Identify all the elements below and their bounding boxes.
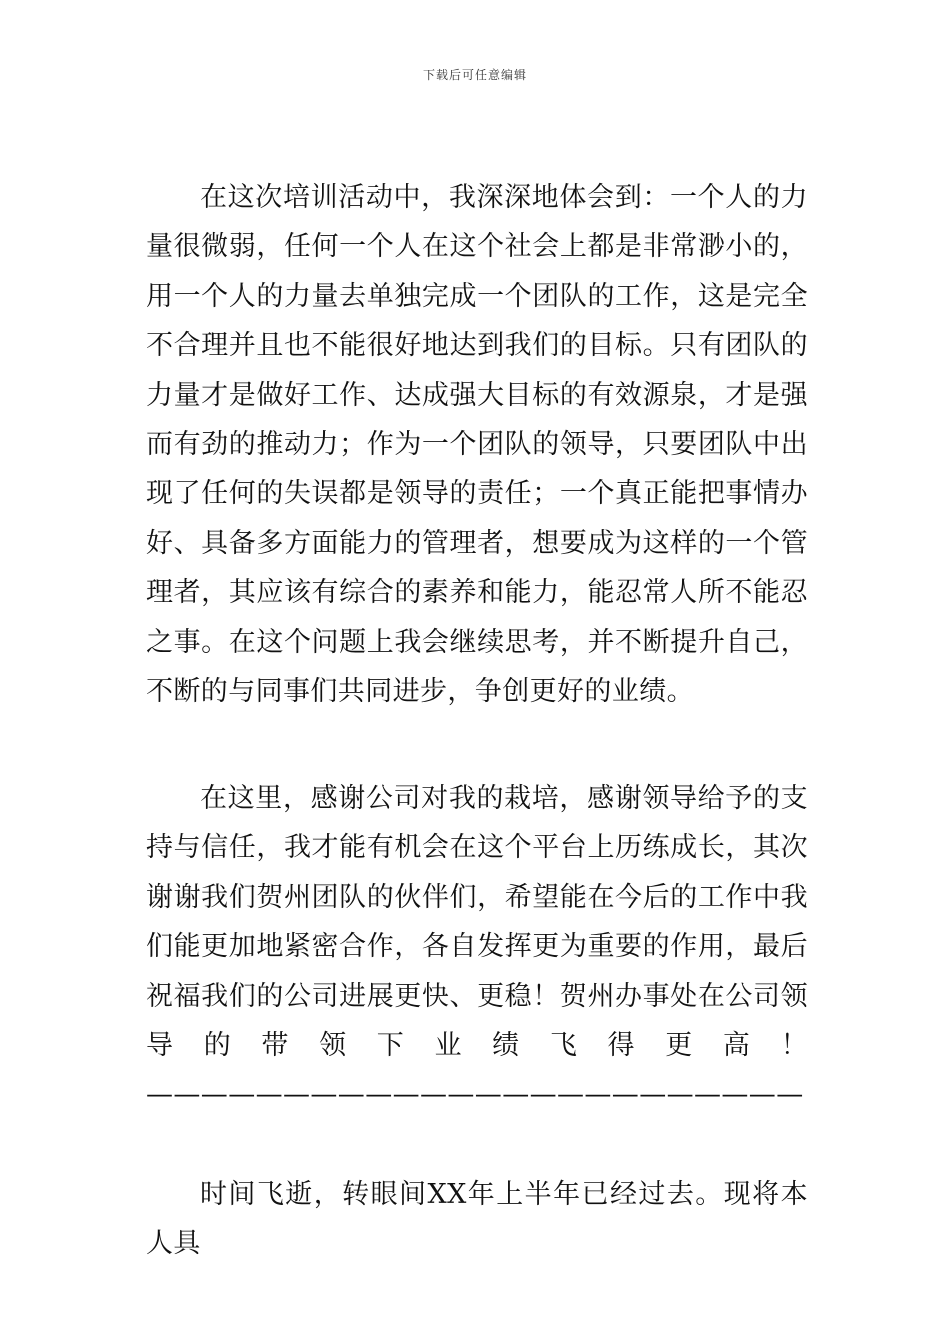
paragraph-half-year-summary: 时间飞逝，转眼间XX年上半年已经过去。现将本人具	[146, 1179, 808, 1260]
paragraph-gratitude: 在这里，感谢公司对我的栽培，感谢领导给予的支持与信任，我才能有机会在这个平台上历练成长，其次谢谢我们贺州团队的伙伴们，希望能在今后的工作中我们能更加地紧密合作，各自发挥更为重要的作用，最后祝福我们的公司进展更快、更稳！贺州办事处在公司领导的带领下业绩飞得更高！————————————————————————	[146, 783, 808, 1111]
paragraph-training-reflection: 在这次培训活动中，我深深地体会到：一个人的力量很微弱，任何一个人在这个社会上都是非常渺小的，用一个人的力量去单独完成一个团队的工作，这是完全不合理并且也不能很好地达到我们的目标。只有团队的力量才是做好工作、达成强大目标的有效源泉，才是强而有劲的推动力；作为一个团队的领导，只要团队中出现了任何的失误都是领导的责任；一个真正能把事情办好、具备多方面能力的管理者，想要成为这样的一个管理者，其应该有综合的素养和能力，能忍常人所不能忍之事。在这个问题上我会继续思考，并不断提升自己，不断的与同事们共同进步，争创更好的业绩。	[146, 182, 808, 708]
page-header-note: 下载后可任意编辑	[422, 68, 527, 82]
